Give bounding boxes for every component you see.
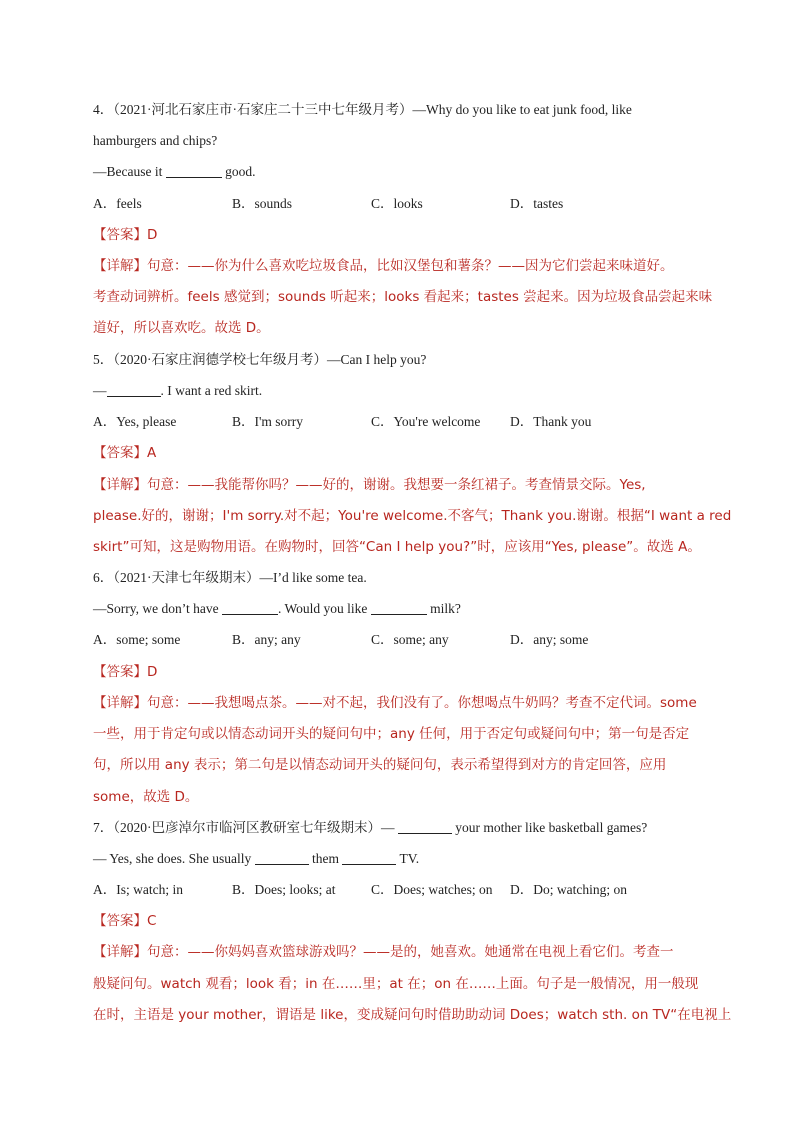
q4-answer: 【答案】D: [93, 227, 158, 243]
q7-reply-pre: — Yes, she does. She usually: [93, 851, 255, 866]
q6-explain-line-2: 一些，用于肯定句或以情态动词开头的疑问句中；any 任何，用于否定句或疑问句中；第一句是否定: [93, 726, 690, 742]
q4-reply-post: good.: [221, 164, 256, 179]
q7-answer: 【答案】C: [93, 913, 157, 929]
q5-stem: 5．（2020·石家庄润德学校七年级月考）—Can I help you?: [93, 352, 427, 367]
q5-option-b: B．I'm sorry: [232, 414, 304, 429]
q6-reply-mid: . Would you like: [277, 601, 371, 616]
q7-blank-1: [398, 819, 452, 834]
q6-reply-pre: —Sorry, we don’t have: [93, 601, 222, 616]
q4-explain-line-3: 道好，所以喜欢吃。故选 D。: [93, 320, 270, 336]
q6-reply: [93, 599, 702, 619]
q7-stem-pre: 7．（2020·巴彦淖尔市临河区教研室七年级期末）—: [93, 820, 398, 835]
q4-stem-line-1: 4．（2021·河北石家庄市·石家庄二十三中七年级月考）—Why do you like to eat junk food, like: [93, 102, 632, 117]
q6-option-b: B．any; any: [232, 632, 301, 647]
q5-reply: [93, 381, 702, 401]
q5-reply-post: . I want a red skirt.: [160, 383, 263, 398]
q4-option-c: C．looks: [371, 196, 423, 211]
q6-option-a: A．some; some: [93, 632, 181, 647]
q6-blank-2: [371, 600, 427, 615]
q6-stem: 6．（2021·天津七年级期末）—I’d like some tea.: [93, 570, 367, 585]
q4-option-b: B．sounds: [232, 196, 293, 211]
q4-reply-pre: —Because it: [93, 164, 166, 179]
q7-reply-mid: them: [308, 851, 343, 866]
q7-blank-2: [255, 850, 309, 865]
q7-stem: [93, 818, 702, 838]
q7-explain-line-1: 【详解】句意：——你妈妈喜欢篮球游戏吗？——是的，她喜欢。她通常在电视上看它们。考查一: [93, 944, 674, 960]
q5-explain-line-3: skirt”可知，这是购物用语。在购物时，回答“Can I help you?”时，应该用“Yes, please”。故选 A。: [93, 539, 701, 555]
q6-explain-line-1: 【详解】句意：——我想喝点茶。——对不起，我们没有了。你想喝点牛奶吗？考查不定代词。some: [93, 695, 697, 711]
q4-option-a: A．feels: [93, 196, 142, 211]
q4-option-d: D．tastes: [510, 196, 564, 211]
q5-option-a: A．Yes, please: [93, 414, 177, 429]
q7-explain-line-3: 在时，主语是 your mother，谓语是 like，变成疑问句时借助助动词 Does；watch sth. on TV“在电视上: [93, 1007, 732, 1023]
q4-reply: [93, 162, 702, 182]
q4-blank: [166, 163, 222, 178]
q4-explain-line-1: 【详解】句意：——你为什么喜欢吃垃圾食品，比如汉堡包和薯条？——因为它们尝起来味道好。: [93, 258, 674, 274]
q5-option-c: C．You're welcome: [371, 414, 481, 429]
q7-option-c: C．Does; watches; on: [371, 882, 493, 897]
q6-option-c: C．some; any: [371, 632, 449, 647]
q6-reply-post: milk?: [426, 601, 461, 616]
q4-explain-line-2: 考查动词辨析。feels 感觉到；sounds 听起来；looks 看起来；tastes 尝起来。因为垃圾食品尝起来味: [93, 289, 713, 305]
q5-option-d: D．Thank you: [510, 414, 592, 429]
q5-explain-line-2: please.好的，谢谢；I'm sorry.对不起；You're welcome.不客气；Thank you.谢谢。根据“I want a red: [93, 508, 732, 524]
q7-reply: [93, 849, 702, 869]
q7-option-d: D．Do; watching; on: [510, 882, 627, 897]
q4-stem-line-2: hamburgers and chips?: [93, 133, 218, 148]
q5-answer: 【答案】A: [93, 445, 157, 461]
q5-blank: [107, 382, 161, 397]
q7-stem-post: your mother like basketball games?: [451, 820, 648, 835]
q6-option-d: D．any; some: [510, 632, 589, 647]
q6-blank-1: [222, 600, 278, 615]
q5-explain-line-1: 【详解】句意：——我能帮你吗？——好的，谢谢。我想要一条红裙子。考查情景交际。Yes,: [93, 477, 646, 493]
q7-blank-3: [342, 850, 396, 865]
q5-reply-pre: —: [93, 383, 107, 398]
q7-option-a: A．Is; watch; in: [93, 882, 183, 897]
q6-explain-line-3: 句，所以用 any 表示；第二句是以情态动词开头的疑问句，表示希望得到对方的肯定回答，应用: [93, 757, 667, 773]
q6-explain-line-4: some，故选 D。: [93, 789, 199, 805]
q7-option-b: B．Does; looks; at: [232, 882, 336, 897]
q7-reply-post: TV.: [396, 851, 420, 866]
q7-explain-line-2: 般疑问句。watch 观看；look 看；in 在……里；at 在；on 在……上面。句子是一般情况，用一般现: [93, 976, 699, 992]
q6-answer: 【答案】D: [93, 664, 158, 680]
